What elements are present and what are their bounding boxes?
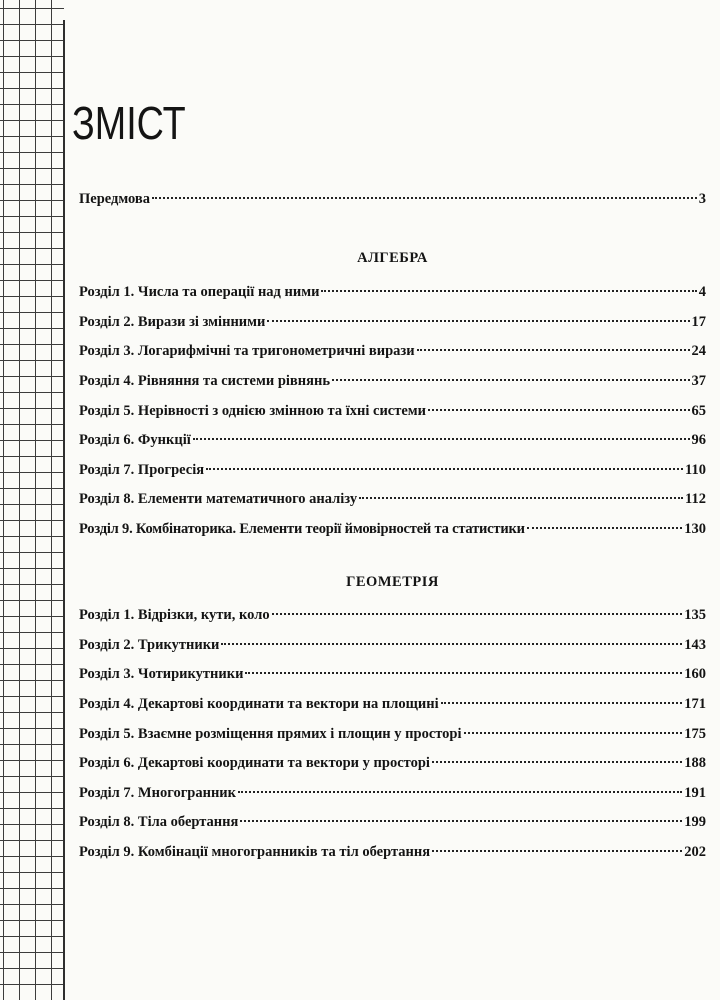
toc-entry-label: Розділ 1. Числа та операції над ними — [79, 284, 320, 300]
dot-leader — [152, 197, 697, 199]
toc-entry-label: Розділ 4. Рівняння та системи рівнянь — [79, 373, 330, 389]
toc-entry-page: 3 — [698, 191, 706, 207]
toc-entry-label: Розділ 8. Елементи математичного аналізу — [79, 491, 358, 507]
graph-paper-margin — [0, 0, 64, 1000]
section-heading-geometry: ГЕОМЕТРІЯ — [346, 574, 439, 590]
dot-leader — [432, 761, 682, 763]
toc-entry-geometry-3[interactable] — [79, 665, 706, 683]
dot-leader — [464, 732, 683, 734]
toc-entry-label: Розділ 5. Нерівності з однією змінною та їхні системи — [79, 403, 427, 419]
toc-entry-page: 199 — [684, 814, 706, 830]
toc-entry-page: 130 — [684, 521, 706, 537]
dot-leader — [238, 791, 682, 793]
toc-entry-label: Розділ 2. Трикутники — [79, 637, 220, 653]
toc-entry-algebra-7[interactable] — [79, 461, 706, 479]
toc-entry-page: 112 — [685, 491, 706, 507]
toc-entry-label: Розділ 8. Тіла обертання — [79, 814, 239, 830]
toc-entry-algebra-2[interactable] — [79, 313, 706, 331]
dot-leader — [417, 349, 690, 351]
toc-entry-label: Розділ 7. Многогранник — [79, 785, 237, 801]
toc-entry-label: Розділ 6. Декартові координати та вектори у просторі — [79, 755, 430, 771]
toc-entry-algebra-3[interactable] — [79, 342, 706, 360]
dot-leader — [441, 702, 683, 704]
toc-entry-page: 110 — [685, 462, 706, 478]
toc-entry-geometry-2[interactable] — [79, 636, 706, 654]
toc-entry-page: 188 — [684, 755, 706, 771]
toc-entry-page: 135 — [684, 607, 706, 623]
toc-entry-algebra-8[interactable] — [79, 490, 706, 508]
dot-leader — [432, 850, 682, 852]
toc-entry-page: 24 — [691, 343, 706, 359]
toc-entry-page: 143 — [684, 637, 706, 653]
dot-leader — [359, 497, 683, 499]
toc-entry-label: Розділ 7. Прогресія — [79, 462, 205, 478]
toc-entry-page: 96 — [691, 432, 706, 448]
toc-entry-page: 175 — [684, 726, 706, 742]
toc-entry-algebra-6[interactable] — [79, 431, 706, 449]
toc-entry-geometry-4[interactable] — [79, 695, 706, 713]
toc-entry-label: Розділ 2. Вирази зі змінними — [79, 314, 266, 330]
toc-entry-algebra-5[interactable] — [79, 402, 706, 420]
page-title: ЗМІСТ — [72, 97, 186, 149]
dot-leader — [206, 468, 683, 470]
toc-entry-label: Розділ 6. Функції — [79, 432, 191, 448]
toc-entry-page: 202 — [684, 844, 706, 860]
dot-leader — [428, 409, 689, 411]
dot-leader — [245, 672, 682, 674]
toc-entry-page: 17 — [691, 314, 706, 330]
toc-entry-page: 171 — [684, 696, 706, 712]
toc-entry-label: Розділ 9. Комбінаторика. Елементи теорії ймовірностей та статистики — [79, 521, 525, 537]
toc-entry-label: Розділ 9. Комбінації многогранників та тіл обертання — [79, 844, 431, 860]
toc-entry-label: Розділ 5. Взаємне розміщення прямих і площин у просторі — [79, 726, 462, 742]
dot-leader — [267, 320, 689, 322]
toc-entry-algebra-9[interactable] — [79, 520, 706, 538]
toc-entry-algebra-4[interactable] — [79, 372, 706, 390]
toc-entry-label: Передмова — [79, 191, 151, 207]
toc-entry-label: Розділ 3. Логарифмічні та тригонометричні вирази — [79, 343, 415, 359]
toc-entry-geometry-7[interactable] — [79, 784, 706, 802]
toc-entry-geometry-9[interactable] — [79, 843, 706, 861]
toc-entry-label: Розділ 1. Відрізки, кути, коло — [79, 607, 270, 623]
section-heading-algebra: АЛГЕБРА — [357, 250, 428, 266]
toc-entry-geometry-6[interactable] — [79, 754, 706, 772]
margin-rule — [63, 20, 65, 1000]
toc-entry-page: 191 — [684, 785, 706, 801]
toc-entry-geometry-8[interactable] — [79, 813, 706, 831]
dot-leader — [321, 290, 696, 292]
toc-entry-page: 65 — [691, 403, 706, 419]
dot-leader — [527, 527, 682, 529]
dot-leader — [221, 643, 682, 645]
toc-entry-page: 160 — [684, 666, 706, 682]
toc-entry-algebra-1[interactable] — [79, 283, 706, 301]
dot-leader — [240, 820, 682, 822]
toc-entry-label: Розділ 4. Декартові координати та вектори на площині — [79, 696, 439, 712]
dot-leader — [193, 438, 690, 440]
dot-leader — [332, 379, 690, 381]
toc-entry-page: 4 — [698, 284, 706, 300]
toc-entry-geometry-5[interactable] — [79, 725, 706, 743]
toc-entry-geometry-1[interactable] — [79, 606, 706, 624]
toc-entry-label: Розділ 3. Чотирикутники — [79, 666, 244, 682]
toc-entry-page: 37 — [691, 373, 706, 389]
toc-entry-preface[interactable] — [79, 190, 706, 208]
dot-leader — [272, 613, 683, 615]
